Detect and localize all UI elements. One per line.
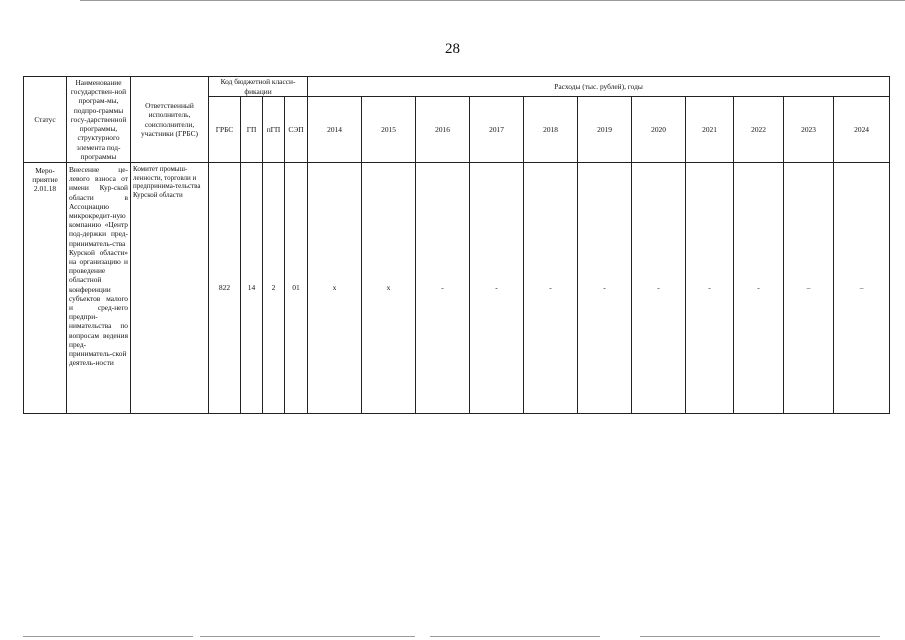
row-value: х [308, 163, 362, 414]
budget-table [23, 76, 890, 414]
row-value: - [578, 163, 632, 414]
row-value: х [362, 163, 416, 414]
header-year: 2014 [308, 97, 362, 163]
header-code-pgp: пГП [263, 97, 285, 163]
bottom-rule [430, 636, 600, 637]
row-value: – [784, 163, 834, 414]
row-value: - [524, 163, 578, 414]
header-year: 2015 [362, 97, 416, 163]
table-row [24, 163, 890, 414]
header-year: 2018 [524, 97, 578, 163]
row-code-sep: 01 [285, 163, 308, 414]
header-expenses: Расходы (тыс. рублей), годы [308, 77, 890, 97]
header-year: 2019 [578, 97, 632, 163]
header-year: 2021 [686, 97, 734, 163]
header-program-name: Наименование государствен-ной програм-мы, подпро-граммы госу-дарственной программы, структурного элемента под-программы [67, 77, 131, 163]
row-value: – [834, 163, 890, 414]
row-code-gp: 14 [241, 163, 263, 414]
row-value: - [686, 163, 734, 414]
header-year: 2022 [734, 97, 784, 163]
row-status: Меро-приятие 2.01.18 [24, 163, 67, 414]
header-code-sep: СЭП [285, 97, 308, 163]
header-year: 2016 [416, 97, 470, 163]
header-status: Статус [24, 77, 67, 163]
page-number: 28 [445, 41, 460, 57]
bottom-rule [200, 636, 415, 637]
row-code-grbs: 822 [209, 163, 241, 414]
header-year: 2020 [632, 97, 686, 163]
row-code-pgp: 2 [263, 163, 285, 414]
header-code-gp: ГП [241, 97, 263, 163]
header-code-grbs: ГРБС [209, 97, 241, 163]
header-year: 2023 [784, 97, 834, 163]
row-value: - [470, 163, 524, 414]
row-executor: Комитет промыш-ленности, торговли и предпринима-тельства Курской области [131, 163, 209, 414]
row-value: - [632, 163, 686, 414]
header-budget-code: Код бюджетной класси-фикации [209, 77, 308, 97]
header-year: 2024 [834, 97, 890, 163]
row-value: - [734, 163, 784, 414]
header-executor: Ответственный исполнитель, соисполнители, участники (ГРБС) [131, 77, 209, 163]
top-rule [80, 0, 905, 1]
header-year: 2017 [470, 97, 524, 163]
row-value: - [416, 163, 470, 414]
bottom-rule [23, 636, 193, 637]
row-program-name: Внесение це-левого взноса от имени Кур-ской области в Ассоциацию микрокредит-ную компанию «Центр под-держки пред-приниматель-ства Курской области» на организацию и проведение областной конференции субъектов малого и сред-него предпри-нимательства по вопросам ведения пред-приниматель-ской деятель-ности [67, 163, 131, 414]
bottom-rule [640, 636, 880, 637]
